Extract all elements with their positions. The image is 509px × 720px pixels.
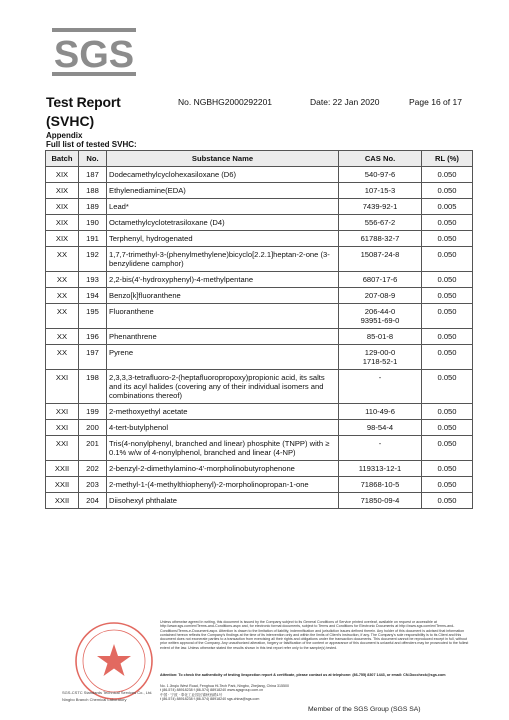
cell-number: 199 [79, 404, 107, 420]
cell-rl: 0.050 [422, 231, 473, 247]
page-number: Page 16 of 17 [409, 97, 462, 107]
cell-rl: 0.050 [422, 304, 473, 329]
cell-cas-number: 15087-24-8 [339, 247, 422, 272]
cell-substance-name: Fluoranthene [107, 304, 339, 329]
report-title: Test Report [46, 94, 121, 110]
cell-rl: 0.050 [422, 420, 473, 436]
table-row [46, 183, 473, 199]
table-row [46, 329, 473, 345]
cell-cas-number: 107-15-3 [339, 183, 422, 199]
table-row [46, 420, 473, 436]
table-row [46, 493, 473, 509]
footer [0, 612, 509, 720]
cell-batch: XXI [46, 436, 79, 461]
authenticity-notice: Attention: To check the authenticity of testing /inspection report & certificate, please contact us at telephone: (86-755) 8307 1443, or email: CN.Doccheck@sgs.com [160, 673, 446, 677]
table-row [46, 404, 473, 420]
cell-cas-number: 206-44-0 93951-69-0 [339, 304, 422, 329]
table-row [46, 461, 473, 477]
cell-substance-name: 2,2-bis(4'-hydroxyphenyl)-4-methylpentane [107, 272, 339, 288]
cell-number: 188 [79, 183, 107, 199]
col-header-cas: CAS No. [339, 151, 422, 167]
cell-rl: 0.050 [422, 247, 473, 272]
disclaimer-text: Unless otherwise agreed in writing, this document is issued by the Company subject to its General Conditions of Service printed overleaf, available on request or accessible at http://www.sgs.com/en/Terms-and-Conditions.aspx and, for electronic format documents, subject to Terms and Conditions for Electronic Documents at http://www.sgs.com/en/Terms-and-Conditions/Terms-e-Document.aspx. Attention is drawn to the limitation of liability, indemnification and jurisdiction issues defined therein. Any holder of this document is advised that information contained hereon reflects the Company's findings at the time of its intervention only and within the limits of Client's instruction, if any. The Company's sole responsibility is to its Client and this document does not exonerate parties to a transaction from exercising all their rights and obligations under the transaction documents. This document cannot be reproduced except in full, without prior written approval of the Company. Any unauthorized alteration, forgery or falsification of the content or appearance of this document is unlawful and offenders may be prosecuted to the fullest extent of the law. Unless otherwise stated the results shown in this test report refer only to the sample(s) tested. [160, 620, 469, 650]
cell-rl: 0.050 [422, 288, 473, 304]
address-english: No. 1 Jinqiu West Road, Fenghua Hi-Tech Park, Ningbo, Zhejiang, China 315500 [160, 684, 289, 688]
cell-substance-name: Octamethylcyclotetrasiloxane (D4) [107, 215, 339, 231]
report-subtitle: (SVHC) [46, 113, 95, 129]
cell-cas-number: 98-54-4 [339, 420, 422, 436]
cell-substance-name: 2-benzyl-2-dimethylamino-4'-morpholinobutyrophenone [107, 461, 339, 477]
appendix-heading: Appendix [46, 131, 83, 140]
cell-batch: XX [46, 329, 79, 345]
svhc-list-title: Full list of tested SVHC: [46, 140, 137, 149]
address-chinese: 中国 · 宁波 · 奉化工业园区锦秋西路1号 [160, 692, 223, 697]
cell-substance-name: 2-methyl-1-(4-methylthiophenyl)-2-morpholinopropan-1-one [107, 477, 339, 493]
logo-text: SGS [53, 34, 135, 76]
cell-cas-number: 85-01-8 [339, 329, 422, 345]
cell-batch: XXII [46, 461, 79, 477]
cell-rl: 0.050 [422, 436, 473, 461]
cell-cas-number: 119313-12-1 [339, 461, 422, 477]
table-row [46, 215, 473, 231]
table-row [46, 167, 473, 183]
cell-batch: XX [46, 345, 79, 370]
cell-number: 198 [79, 370, 107, 404]
cell-batch: XIX [46, 231, 79, 247]
cell-number: 203 [79, 477, 107, 493]
cell-batch: XX [46, 247, 79, 272]
table-row [46, 304, 473, 329]
col-header-substance: Substance Name [107, 151, 339, 167]
table-row [46, 272, 473, 288]
cell-substance-name: 2-methoxyethyl acetate [107, 404, 339, 420]
cell-number: 187 [79, 167, 107, 183]
cell-substance-name: Pyrene [107, 345, 339, 370]
cell-rl: 0.050 [422, 404, 473, 420]
svhc-table [45, 150, 473, 509]
cell-batch: XIX [46, 167, 79, 183]
cell-cas-number: 110-49-6 [339, 404, 422, 420]
cell-batch: XXII [46, 477, 79, 493]
cell-cas-number: 6807-17-6 [339, 272, 422, 288]
cell-number: 191 [79, 231, 107, 247]
table-row [46, 247, 473, 272]
table-row [46, 199, 473, 215]
cell-cas-number: 129-00-0 1718-52-1 [339, 345, 422, 370]
col-header-batch: Batch [46, 151, 79, 167]
cell-rl: 0.005 [422, 199, 473, 215]
cell-number: 200 [79, 420, 107, 436]
cell-batch: XXI [46, 420, 79, 436]
cell-cas-number: 7439-92-1 [339, 199, 422, 215]
cell-number: 194 [79, 288, 107, 304]
table-body [46, 167, 473, 509]
cell-substance-name: Phenanthrene [107, 329, 339, 345]
cell-rl: 0.050 [422, 345, 473, 370]
cell-number: 193 [79, 272, 107, 288]
cell-rl: 0.050 [422, 215, 473, 231]
cell-rl: 0.050 [422, 493, 473, 509]
table-row [46, 436, 473, 461]
cell-batch: XX [46, 304, 79, 329]
cell-cas-number: 61788-32-7 [339, 231, 422, 247]
cell-rl: 0.050 [422, 272, 473, 288]
cell-batch: XIX [46, 215, 79, 231]
table-row [46, 345, 473, 370]
table-row [46, 231, 473, 247]
table-header-row [46, 151, 473, 167]
address-block [160, 684, 470, 701]
contact-english: t (86-574) 88918238 f (86-574) 88918240 www.sgsgroup.com.cn [160, 688, 264, 693]
cell-number: 197 [79, 345, 107, 370]
sgs-logo [52, 28, 136, 76]
cell-batch: XX [46, 288, 79, 304]
cell-batch: XX [46, 272, 79, 288]
cell-substance-name: Tris(4-nonylphenyl, branched and linear) phosphite (TNPP) with ≥ 0.1% w/w of 4-nonylphenol, branched and linear (4-NP) [107, 436, 339, 461]
cell-rl: 0.050 [422, 167, 473, 183]
cell-batch: XXI [46, 370, 79, 404]
report-date: Date: 22 Jan 2020 [310, 97, 380, 107]
cell-substance-name: Benzo[k]fluoranthene [107, 288, 339, 304]
contact-chinese: t (86-574) 88918238 f (86-574) 88918240 sgs.china@sgs.com [160, 696, 260, 701]
col-header-rl: RL (%) [422, 151, 473, 167]
cell-rl: 0.050 [422, 183, 473, 199]
lab-name-line-2: Ningbo Branch Chemical Laboratory [62, 697, 127, 702]
cell-cas-number: - [339, 436, 422, 461]
cell-batch: XXII [46, 493, 79, 509]
cell-substance-name: Diisohexyl phthalate [107, 493, 339, 509]
cell-substance-name: 2,3,3,3-tetrafluoro-2-(heptafluoropropoxy)propionic acid, its salts and its acyl halides (covering any of their individual isomers and combinations thereof) [107, 370, 339, 404]
cell-substance-name: 1,7,7-trimethyl-3-(phenylmethylene)bicyclo[2.2.1]heptan-2-one (3-benzylidene camphor) [107, 247, 339, 272]
cell-substance-name: Lead* [107, 199, 339, 215]
cell-rl: 0.050 [422, 370, 473, 404]
cell-substance-name: Terphenyl, hydrogenated [107, 231, 339, 247]
cell-substance-name: Ethylenediamine(EDA) [107, 183, 339, 199]
cell-number: 196 [79, 329, 107, 345]
cell-number: 204 [79, 493, 107, 509]
appendix-block [46, 131, 137, 149]
cell-batch: XXI [46, 404, 79, 420]
cell-number: 189 [79, 199, 107, 215]
cell-rl: 0.050 [422, 461, 473, 477]
table-row [46, 477, 473, 493]
cell-substance-name: 4-tert-butylphenol [107, 420, 339, 436]
cell-number: 195 [79, 304, 107, 329]
cell-number: 192 [79, 247, 107, 272]
cell-batch: XIX [46, 183, 79, 199]
cell-cas-number: 556-67-2 [339, 215, 422, 231]
col-header-no: No. [79, 151, 107, 167]
cell-cas-number: 71850-09-4 [339, 493, 422, 509]
cell-batch: XIX [46, 199, 79, 215]
cell-cas-number: - [339, 370, 422, 404]
cell-rl: 0.050 [422, 329, 473, 345]
table-row [46, 288, 473, 304]
report-number: No. NGBHG2000292201 [178, 97, 273, 107]
cell-substance-name: Dodecamethylcyclohexasiloxane (D6) [107, 167, 339, 183]
cell-number: 201 [79, 436, 107, 461]
lab-name-line-1: SGS-CSTC Standards Technical Services Co., Ltd. [62, 690, 153, 695]
cell-cas-number: 207-08-9 [339, 288, 422, 304]
cell-cas-number: 71868-10-5 [339, 477, 422, 493]
cell-number: 190 [79, 215, 107, 231]
cell-rl: 0.050 [422, 477, 473, 493]
member-line: Member of the SGS Group (SGS SA) [308, 706, 421, 713]
table-row [46, 370, 473, 404]
cell-number: 202 [79, 461, 107, 477]
cell-cas-number: 540-97-6 [339, 167, 422, 183]
